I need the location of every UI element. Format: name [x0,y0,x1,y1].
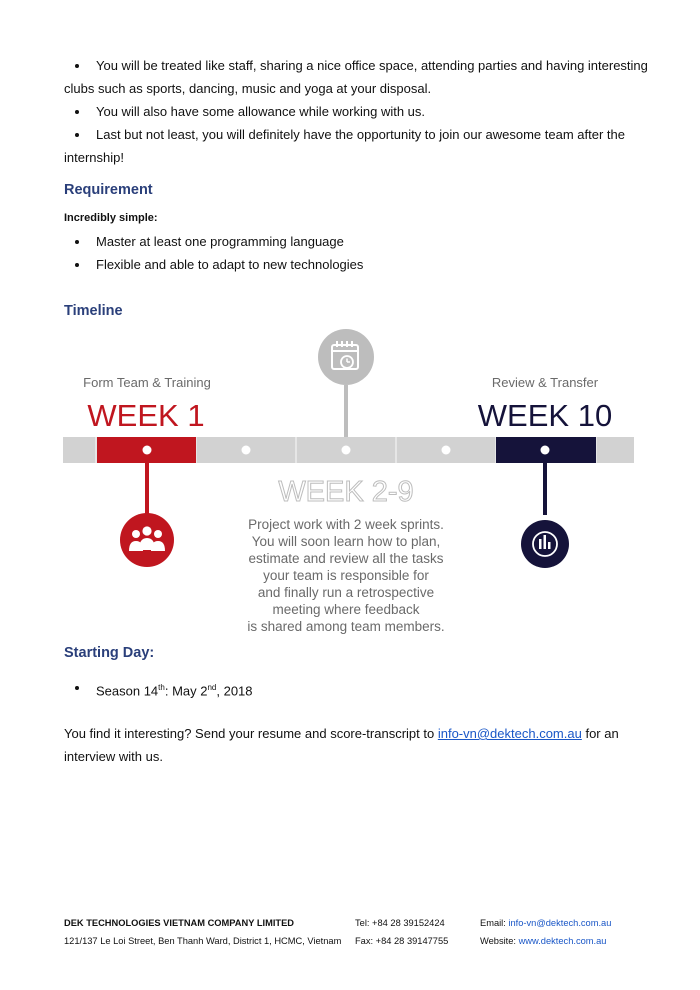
footer-company: DEK TECHNOLOGIES VIETNAM COMPANY LIMITED [64,918,295,928]
benefit-text: Last but not least, you will definitely have the opportunity to join our awesome team after the internship! [64,127,625,165]
bullet-icon [75,240,79,244]
footer-website-link[interactable]: www.dektech.com.au [518,936,607,946]
requirement-heading: Requirement [64,182,153,198]
bullet-icon [75,263,79,267]
cta-text-end: for an [581,726,619,741]
middle-description-line: meeting where feedback [272,602,420,617]
list-item [64,676,654,702]
footer-company-block [64,914,341,950]
calendar-clock-icon [318,329,374,385]
middle-description-line: your team is responsible for [263,568,429,583]
timeline-dot [242,446,251,455]
bullet-icon [75,686,79,690]
list-item [64,230,654,253]
bullet-icon [75,133,79,137]
list-item [64,100,654,123]
season-label: Season 14 [96,683,159,699]
middle-description-line: Project work with 2 week sprints. [248,517,444,532]
timeline-dot [342,446,351,455]
bullet-icon [75,110,79,114]
end-caption: Review & Transfer [491,375,599,390]
start-caption: Form Team & Training [83,375,211,390]
benefit-text: You will be treated like staff, sharing a nice office space, attending parties and having interesting clubs such as sports, dancing, music and yoga at your disposal. [64,58,648,96]
connector-left [145,463,149,515]
middle-description-line: is shared among team members. [247,619,445,634]
cta-text: You find it interesting? Send your resume and score-transcript to [64,726,438,741]
footer-contact-block [480,914,611,950]
cta-line2: interview with us. [64,749,163,764]
timeline-dot [143,446,152,455]
season-text [64,676,654,702]
timeline-dot [541,446,550,455]
start-week: WEEK 1 [87,398,205,433]
footer-website-label: Website: [480,936,519,946]
benefit-text: You will also have some allowance while working with us. [96,104,426,119]
starting-day-list [64,676,654,702]
end-week: WEEK 10 [477,398,613,433]
requirement-subheading: Incredibly simple: [64,212,158,224]
benefits-section [64,54,654,169]
bullet-icon [75,64,79,68]
footer-email-link[interactable]: info-vn@dektech.com.au [508,918,612,928]
starting-day-heading: Starting Day: [64,645,155,661]
chart-badge-icon [521,520,569,568]
footer-fax: Fax: +84 28 39147755 [355,936,449,946]
middle-description-line: estimate and review all the tasks [248,551,444,566]
start-year: , 2018 [216,683,253,699]
list-item [64,123,654,169]
requirement-text: Master at least one programming language [96,234,344,249]
footer-tel: Tel: +84 28 39152424 [355,918,445,928]
requirement-list [64,230,654,276]
list-item [64,253,654,276]
requirement-text: Flexible and able to adapt to new technologies [96,257,364,272]
footer-phone-block [355,914,448,950]
middle-week: WEEK 2-9 [278,476,414,508]
timeline-dot [442,446,451,455]
footer-address: 121/137 Le Loi Street, Ben Thanh Ward, District 1, HCMC, Vietnam [64,936,342,946]
timeline-graphic [0,325,700,645]
connector-right [543,463,547,515]
middle-description-line: and finally run a retrospective [257,585,435,600]
call-to-action [64,722,664,768]
middle-description-line: You will soon learn how to plan, [251,534,441,549]
email-link[interactable]: info-vn@dektech.com.au [437,726,582,741]
team-icon [120,513,174,567]
footer-email-label: Email: [480,918,509,928]
date-suffix: nd [207,683,217,692]
season-suffix: th [158,683,165,692]
start-date: : May 2 [164,683,208,699]
list-item [64,54,654,100]
timeline-heading: Timeline [64,303,123,319]
